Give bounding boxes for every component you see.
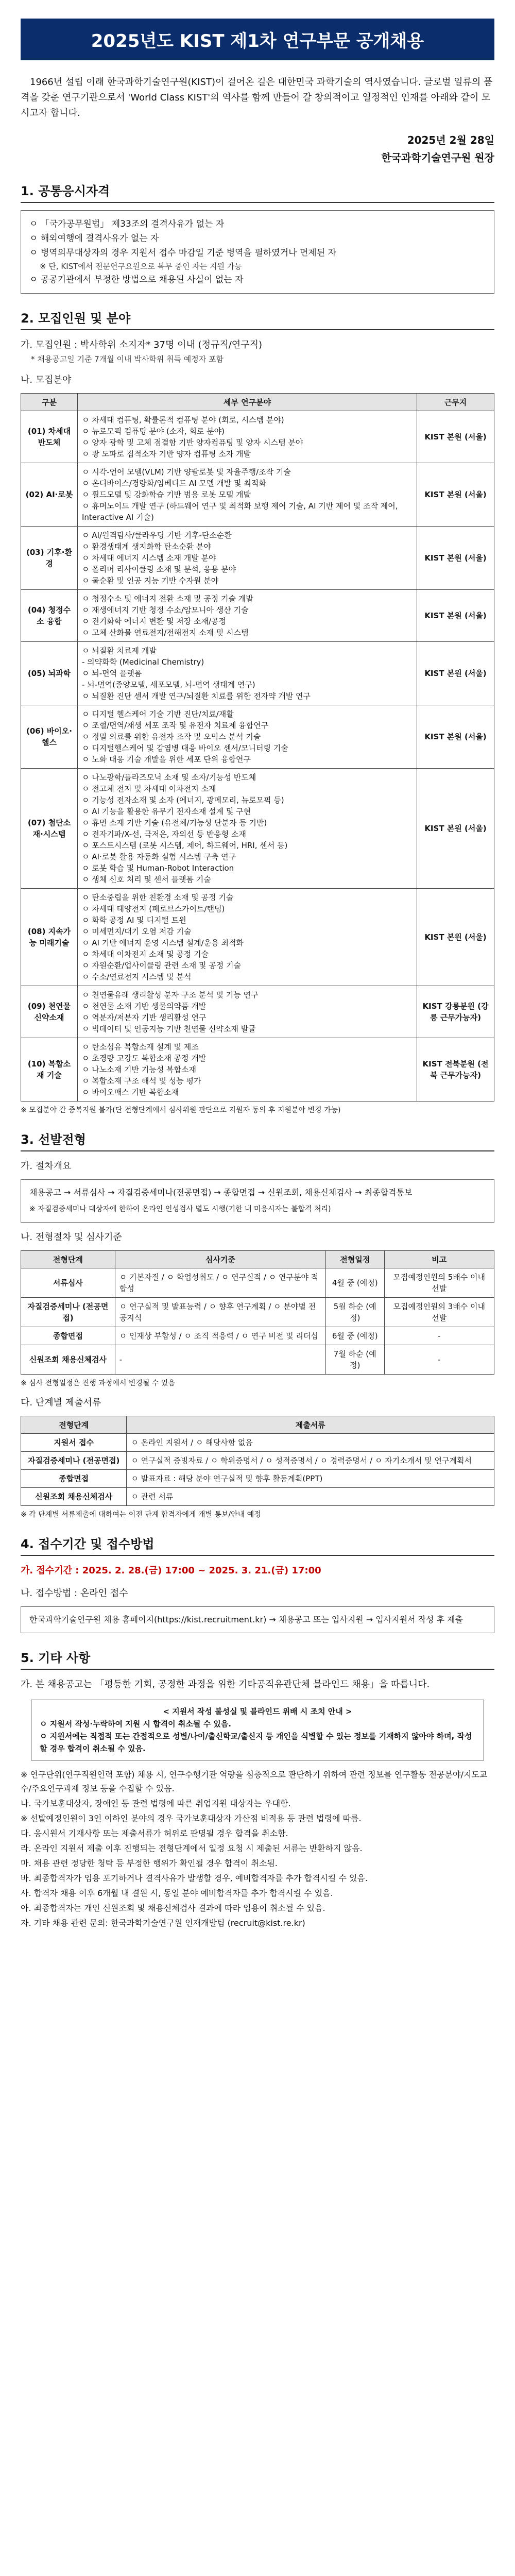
stage-schedule: 6월 중 (예정): [325, 1327, 384, 1345]
field-item: ㅇ 미세먼지/대기 오염 저감 기술: [82, 927, 192, 936]
table-header: 근무지: [417, 394, 494, 411]
field-category: (09) 천연물 신약소재: [21, 986, 78, 1038]
qual-item: ㅇ 병역의무대상자의 경우 지원서 접수 마감일 기준 병역을 필하였거나 면제된 자: [29, 248, 336, 258]
field-item: ㅇ 로봇 학습 및 Human-Robot Interaction: [82, 863, 234, 873]
field-category: (07) 첨단소재·시스템: [21, 769, 78, 889]
recruit-count-note: * 채용공고일 기준 7개월 이내 박사학위 취득 예정자 포함: [31, 354, 224, 364]
qual-note: ※ 단, KIST에서 전문연구요원으로 복무 중인 자는 지원 가능: [40, 262, 242, 271]
field-item: ㅇ 뇌질환 진단 센서 개발 연구/뇌질환 치료를 위한 전자약 개발 연구: [82, 691, 311, 701]
work-location: KIST 본원 (서울): [417, 889, 494, 986]
process-box: [21, 1179, 494, 1223]
table-header: 심사기준: [115, 1251, 325, 1268]
other-item: 라. 온라인 지원서 제출 이후 진행되는 전형단계에서 일정 요청 시 제출된 서류는 반환하지 않음.: [21, 1843, 363, 1853]
date-block: [21, 131, 494, 166]
field-details: [78, 769, 417, 889]
other-item: 마. 채용 관련 정당한 청탁 등 부정한 행위가 확인될 경우 합격이 취소됨.: [21, 1858, 278, 1868]
section-2-title: 2. 모집인원 및 분야: [21, 308, 494, 330]
apply-method: 나. 접수방법 : 온라인 접수: [21, 1588, 128, 1599]
field-category: (02) AI·로봇: [21, 463, 78, 527]
field-item: ㅇ 복합소재 구조 해석 및 성능 평가: [82, 1076, 201, 1086]
docs-label: 다. 단계별 제출서류: [21, 1397, 101, 1408]
field-item: ㅇ 전고체 전지 및 차세대 이차전지 소재: [82, 784, 216, 793]
field-item: ㅇ 휴머노이드 개발 연구 (하드웨어 연구 및 최적화 보행 제어 기술, AI 기반 제어 및 조작 제어, Interactive AI 기술): [82, 501, 398, 522]
stage-criteria: ㅇ 인재상 부합성 / ㅇ 조직 적응력 / ㅇ 연구 비전 및 리더십: [115, 1327, 325, 1345]
recruit-fields-table: [21, 393, 494, 1101]
field-category: (10) 복합소재 기술: [21, 1038, 78, 1101]
field-details: [78, 705, 417, 769]
stage-criteria: ㅇ 연구실적 및 발표능력 / ㅇ 향후 연구계획 / ㅇ 분야별 전공지식: [115, 1298, 325, 1327]
table-row: [21, 769, 494, 889]
table-row: [21, 986, 494, 1038]
table-row: [21, 1434, 494, 1452]
recruit-count: 가. 모집인원 : 박사학위 소지자* 37명 이내 (정규직/연구직): [21, 340, 262, 350]
field-item: ㅇ 온디바이스/경량화/임베디드 AI 모델 개발 및 최적화: [82, 479, 266, 488]
field-details: [78, 590, 417, 642]
table-row: [21, 1327, 494, 1345]
field-item: ㅇ 나노소재 기반 기능성 복합소재: [82, 1065, 196, 1074]
field-item: ㅇ AI 기반 에너지 운영 시스템 설계/운용 최적화: [82, 938, 244, 947]
table-row: [21, 705, 494, 769]
apply-period: [21, 1563, 494, 1579]
field-details: [78, 527, 417, 590]
stage-criteria: ㅇ 기본자질 / ㅇ 학업성취도 / ㅇ 연구실적 / ㅇ 연구분야 적합성: [115, 1268, 325, 1298]
process-flow: 채용공고 → 서류심사 → 자질검증세미나(전공면접) → 종합면접 → 신원조회, 채용신체검사 → 최종합격통보: [29, 1188, 413, 1197]
qual-item: ㅇ 공공기관에서 부정한 방법으로 채용된 사실이 없는 자: [29, 275, 244, 285]
field-item: ㅇ 정밀 의료를 위한 유전자 조작 및 오믹스 분석 기술: [82, 732, 261, 741]
table-row: [21, 1298, 494, 1327]
stage-name: 신원조회 채용신체검사: [21, 1345, 115, 1375]
field-item: ㅇ 탄소중립을 위한 친환경 소재 및 공정 기술: [82, 893, 234, 902]
field-details: [78, 642, 417, 705]
notice-heading: < 지원서 작성 불성실 및 블라인드 위배 시 조치 안내 >: [163, 1707, 352, 1716]
field-item: ㅇ 차세대 태양전지 (페로브스카이트/탠덤): [82, 904, 225, 913]
stages-note: ※ 심사 전형일정은 진행 과정에서 변경될 수 있음: [21, 1379, 175, 1387]
field-category: (03) 기후·환경: [21, 527, 78, 590]
doc-stage: 지원서 접수: [21, 1434, 127, 1452]
field-item: ㅇ 디지털 헬스케어 기술 기반 진단/치료/재활: [82, 709, 234, 719]
field-item: ㅇ 휠드모델 및 강화학습 기반 범용 로봇 모델 개발: [82, 490, 251, 499]
work-location: KIST 본원 (서울): [417, 463, 494, 527]
table-header: 구분: [21, 394, 78, 411]
field-details: [78, 889, 417, 986]
table-row: [21, 411, 494, 463]
field-details: [78, 1038, 417, 1101]
blind-hiring-text: 가. 본 채용공고는 「평등한 기회, 공정한 과정을 위한 기타공직유관단체 블라인드 채용」을 따릅니다.: [21, 1679, 430, 1690]
table-row: [21, 642, 494, 705]
docs-note: ※ 각 단계별 서류제출에 대하여는 이전 단계 합격자에게 개별 통보/안내 예정: [21, 1511, 261, 1519]
field-item: ㅇ 기능성 전자소재 및 소자 (에너지, 광메모리, 뉴로모픽 등): [82, 795, 284, 805]
field-item: ㅇ 고체 산화물 연료전지/전해전지 소재 및 시스템: [82, 628, 249, 637]
field-category: (08) 지속가능 미래기술: [21, 889, 78, 986]
field-item: ㅇ 전기화학 에너지 변환 및 저장 소재/공정: [82, 617, 226, 626]
stage-schedule: 4월 중 (예정): [325, 1268, 384, 1298]
table-row: [21, 527, 494, 590]
field-item: ㅇ 빅데이터 및 인공지능 기반 천연물 신약소재 발굴: [82, 1024, 256, 1033]
field-item: ㅇ 포스트시스템 (로봇 시스템, 제어, 하드웨어, HRI, 센서 등): [82, 841, 288, 850]
section-5-title: 5. 기타 사항: [21, 1648, 494, 1670]
stage-note: 모집예정인원의 5배수 이내 선발: [384, 1268, 494, 1298]
field-item: ㅇ 차세대 에너지 시스템 소재 개발 분야: [82, 553, 216, 563]
field-item: ㅇ 자원순환/업사이클링 관련 소재 및 공정 기술: [82, 961, 241, 970]
field-item: ㅇ 뇌-면역 플랫폼: [82, 669, 142, 678]
work-location: KIST 본원 (서울): [417, 527, 494, 590]
qual-item: ㅇ 「국가공무원법」 제33조의 결격사유가 없는 자: [29, 219, 225, 229]
page-title: 2025년도 KIST 제1차 연구부문 공개채용: [21, 19, 494, 60]
field-category: (04) 청정수소 융합: [21, 590, 78, 642]
field-item: ㅇ 광 도파로 집적소자 기반 양자 컴퓨팅 소자 개발: [82, 449, 251, 459]
field-category: (05) 뇌과학: [21, 642, 78, 705]
other-item: 아. 최종합격자는 개인 신원조회 및 채용신체검사 결과에 따라 임용이 취소될 수 있음.: [21, 1903, 325, 1913]
field-item: ㅇ 차세대 이차전지 소재 및 공정 기술: [82, 950, 209, 959]
process-label: 가. 절차개요: [21, 1161, 72, 1172]
field-item: ㅇ AI/원격탐사/클라우딩 기반 기후-탄소순환: [82, 531, 232, 540]
table-row: [21, 463, 494, 527]
stage-note: 모집예정인원의 3배수 이내 선발: [384, 1298, 494, 1327]
other-item: 사. 합격자 채용 이후 6개월 내 결원 시, 동일 분야 예비합격자를 추가 합격시킬 수 있음.: [21, 1888, 333, 1898]
field-item: ㅇ 양자 광학 및 고체 점결함 기반 양자컴퓨팅 및 양자 시스템 분야: [82, 438, 303, 447]
field-item: ㅇ 디지털헬스케어 및 감염병 대응 바이오 센서/모니터링 기술: [82, 743, 288, 753]
doc-items: ㅇ 연구실적 증빙자료 / ㅇ 학위증명서 / ㅇ 성적증명서 / ㅇ 경력증명서 / ㅇ 자기소개서 및 연구계획서: [127, 1452, 494, 1470]
section-4-title: 4. 접수기간 및 접수방법: [21, 1534, 494, 1556]
table-header: 전형일정: [325, 1251, 384, 1268]
other-item: 다. 응시원서 기재사항 또는 제출서류가 허위로 판명될 경우 합격을 취소함.: [21, 1828, 288, 1838]
section-3-title: 3. 선발전형: [21, 1129, 494, 1151]
intro-section: [21, 75, 494, 121]
stage-note: -: [384, 1327, 494, 1345]
table-row: [21, 1470, 494, 1488]
field-details: [78, 463, 417, 527]
apply-period-text: 가. 접수기간 : 2025. 2. 28.(금) 17:00 ~ 2025. 3. 21.(금) 17:00: [21, 1565, 321, 1576]
doc-items: ㅇ 발표자료 : 해당 분야 연구실적 및 향후 활동계획(PPT): [127, 1470, 494, 1488]
work-location: KIST 본원 (서울): [417, 705, 494, 769]
recruit-fields-label: 나. 모집분야: [21, 375, 72, 385]
field-item: ㅇ 폴리머 리사이클링 소재 및 분석, 응용 분야: [82, 565, 236, 574]
field-details: [78, 986, 417, 1038]
stage-schedule: 7월 하순 (예정): [325, 1345, 384, 1375]
section-1-box: [21, 210, 494, 294]
field-category: (06) 바이오·헬스: [21, 705, 78, 769]
blind-notice-box: [31, 1700, 484, 1760]
other-item: ※ 연구단위(연구직원인력 포함) 채용 시, 연구수행기관 역량을 심층적으로 판단하기 위하여 관련 정보를 연구활동 전공분야/지도교수/주요연구과제 정보 등을 수집할 수 있음.: [21, 1770, 488, 1793]
other-item: 나. 국가보훈대상자, 장애인 등 관련 법령에 따른 취업지원 대상자는 우대함.: [21, 1799, 291, 1808]
field-item: - 뇌-면역(종양모델, 세포모델, 뇌-면역 생태계 연구): [82, 680, 255, 689]
work-location: KIST 본원 (서울): [417, 642, 494, 705]
table-header: 전형단계: [21, 1251, 115, 1268]
stage-criteria: -: [115, 1345, 325, 1375]
intro-text: 1966년 설립 이래 한국과학기술연구원(KIST)이 걸어온 길은 대한민국 과학기술의 역사였습니다. 글로벌 일류의 품격을 갖춘 연구기관으로서 'World Class KIST'의 역사를 함께 만들어 갈 창의적이고 열정적인 인재를 아래와 같이 모시고자 합니다.: [21, 77, 493, 118]
field-item: ㅇ 천연물유래 생리활성 분자 구조 분석 및 기능 연구: [82, 990, 259, 999]
apply-method-box: [21, 1606, 494, 1633]
field-item: ㅇ 시각-언어 모델(VLM) 기반 양팔로봇 및 자율주행/조작 기술: [82, 467, 291, 477]
field-item: ㅇ 휴먼 소재 기반 기술 (유전체/기능성 단분자 등 기반): [82, 818, 267, 827]
doc-stage: 신원조회 채용신체검사: [21, 1488, 127, 1506]
other-item: ※ 선발예정인원이 3인 이하인 분야의 경우 국가보훈대상자 가산점 비적용 등 관련 법령에 따름.: [21, 1814, 362, 1823]
field-item: ㅇ 수소/연료전지 시스템 및 분석: [82, 972, 192, 981]
docs-table: [21, 1416, 494, 1506]
work-location: KIST 전북분원 (전북 근무가능자): [417, 1038, 494, 1101]
stage-name: 서류심사: [21, 1268, 115, 1298]
table-row: [21, 1452, 494, 1470]
stage-note: -: [384, 1345, 494, 1375]
field-item: ㅇ 생체 신호 처리 및 센서 플랫폼 기술: [82, 875, 211, 884]
stage-name: 자질검증세미나 (전공면접): [21, 1298, 115, 1327]
field-item: ㅇ 뉴로모픽 컴퓨팅 분야 (소자, 회로 분야): [82, 427, 225, 436]
table-row: [21, 1268, 494, 1298]
field-item: ㅇ 초경량 고강도 복합소재 공정 개발: [82, 1054, 207, 1063]
field-item: ㅇ 전자기파/X-선, 극저온, 자외선 등 반응형 소재: [82, 829, 246, 839]
doc-items: ㅇ 온라인 지원서 / ㅇ 해당사항 없음: [127, 1434, 494, 1452]
work-location: KIST 본원 (서울): [417, 769, 494, 889]
section-1-title: 1. 공통응시자격: [21, 181, 494, 203]
table-row: [21, 1488, 494, 1506]
field-item: ㅇ 물순환 및 인공 지능 기반 수자원 분야: [82, 576, 219, 585]
qual-item: ㅇ 해외여행에 결격사유가 없는 자: [29, 233, 159, 244]
table-header: 제출서류: [127, 1416, 494, 1434]
field-item: ㅇ 차세대 컴퓨팅, 확률론적 컴퓨팅 분야 (회로, 시스템 분야): [82, 415, 284, 425]
field-item: ㅇ 환경생태계 생지화학 탄소순환 분야: [82, 542, 211, 551]
field-details: [78, 411, 417, 463]
field-item: ㅇ 재생에너지 기반 청정 수소/암모니아 생산 기술: [82, 605, 249, 615]
field-item: ㅇ 뇌질환 치료제 개발: [82, 646, 157, 655]
field-item: ㅇ 역분자/저분자 기반 생리활성 연구: [82, 1013, 207, 1022]
field-item: ㅇ AI 기능을 활용한 유무기 전자소재 설계 및 구현: [82, 807, 251, 816]
table-header: 세부 연구분야: [78, 394, 417, 411]
stages-table: [21, 1250, 494, 1375]
field-item: ㅇ 조혈/면역/재생 세포 조작 및 유전자 치료제 융합연구: [82, 721, 269, 730]
other-items: [21, 1768, 494, 1930]
field-item: ㅇ 천연물 소재 기반 생물의약품 개발: [82, 1002, 207, 1011]
other-item: 자. 기타 채용 관련 문의: 한국과학기술연구원 인재개발팀 (recruit@kist.re.kr): [21, 1918, 305, 1928]
apply-method-detail: 한국과학기술연구원 채용 홈페이지(https://kist.recruitment.kr) → 채용공고 또는 입사지원 → 입사지원서 작성 후 제출: [29, 1615, 464, 1624]
stages-label: 나. 전형절차 및 심사기준: [21, 1232, 122, 1243]
doc-stage: 종합면접: [21, 1470, 127, 1488]
field-item: ㅇ 나노광학/플라즈모닉 소재 및 소자/기능성 반도체: [82, 773, 256, 782]
field-item: ㅇ 탄소섬유 복합소재 설계 및 제조: [82, 1042, 199, 1052]
field-item: ㅇ AI·로봇 활용 자동화 실험 시스템 구축 연구: [82, 852, 236, 861]
work-location: KIST 본원 (서울): [417, 411, 494, 463]
notice-date: 2025년 2월 28일: [407, 134, 494, 146]
table-header: 전형단계: [21, 1416, 127, 1434]
notice-item: ㅇ 지원서에는 직접적 또는 간접적으로 성별/나이/출신학교/출신지 등 개인을 식별할 수 있는 정보를 기재하지 않아야 하며, 작성할 경우 합격이 취소될 수 있음.: [40, 1732, 472, 1753]
issuer: 한국과학기술연구원 원장: [381, 151, 494, 164]
table-row: [21, 1038, 494, 1101]
work-location: KIST 본원 (서울): [417, 590, 494, 642]
notice-item: ㅇ 지원서 작성·누락하여 지원 시 합격이 취소될 수 있음.: [40, 1719, 231, 1728]
field-item: - 의약화학 (Medicinal Chemistry): [82, 657, 204, 667]
table-header: 비고: [384, 1251, 494, 1268]
field-item: ㅇ 노화 대응 기술 개발을 위한 세포 단위 융합연구: [82, 755, 251, 764]
field-item: ㅇ 바이오매스 기반 복합소재: [82, 1088, 179, 1097]
other-item: 바. 최종합격자가 임용 포기하거나 결격사유가 발생할 경우, 예비합격자를 추가 합격시킬 수 있음.: [21, 1873, 368, 1883]
process-note: ※ 자질검증세미나 대상자에 한하여 온라인 인성검사 별도 시행(기한 내 미응시자는 불합격 처리): [29, 1205, 331, 1213]
field-item: ㅇ 화학 공정 AI 및 디지털 트윈: [82, 916, 186, 925]
stage-name: 종합면접: [21, 1327, 115, 1345]
doc-items: ㅇ 관련 서류: [127, 1488, 494, 1506]
doc-stage: 자질검증세미나 (전공면접): [21, 1452, 127, 1470]
stage-schedule: 5월 하순 (예정): [325, 1298, 384, 1327]
fields-table-note: ※ 모집분야 간 중복지원 불가(단 전형단계에서 심사위원 판단으로 지원자 동의 후 지원분야 변경 가능): [21, 1106, 341, 1114]
table-row: [21, 1345, 494, 1375]
table-row: [21, 889, 494, 986]
table-row: [21, 590, 494, 642]
work-location: KIST 강릉분원 (강릉 근무가능자): [417, 986, 494, 1038]
field-category: (01) 차세대 반도체: [21, 411, 78, 463]
field-item: ㅇ 청정수소 및 에너지 전환 소재 및 공정 기술 개발: [82, 594, 253, 603]
